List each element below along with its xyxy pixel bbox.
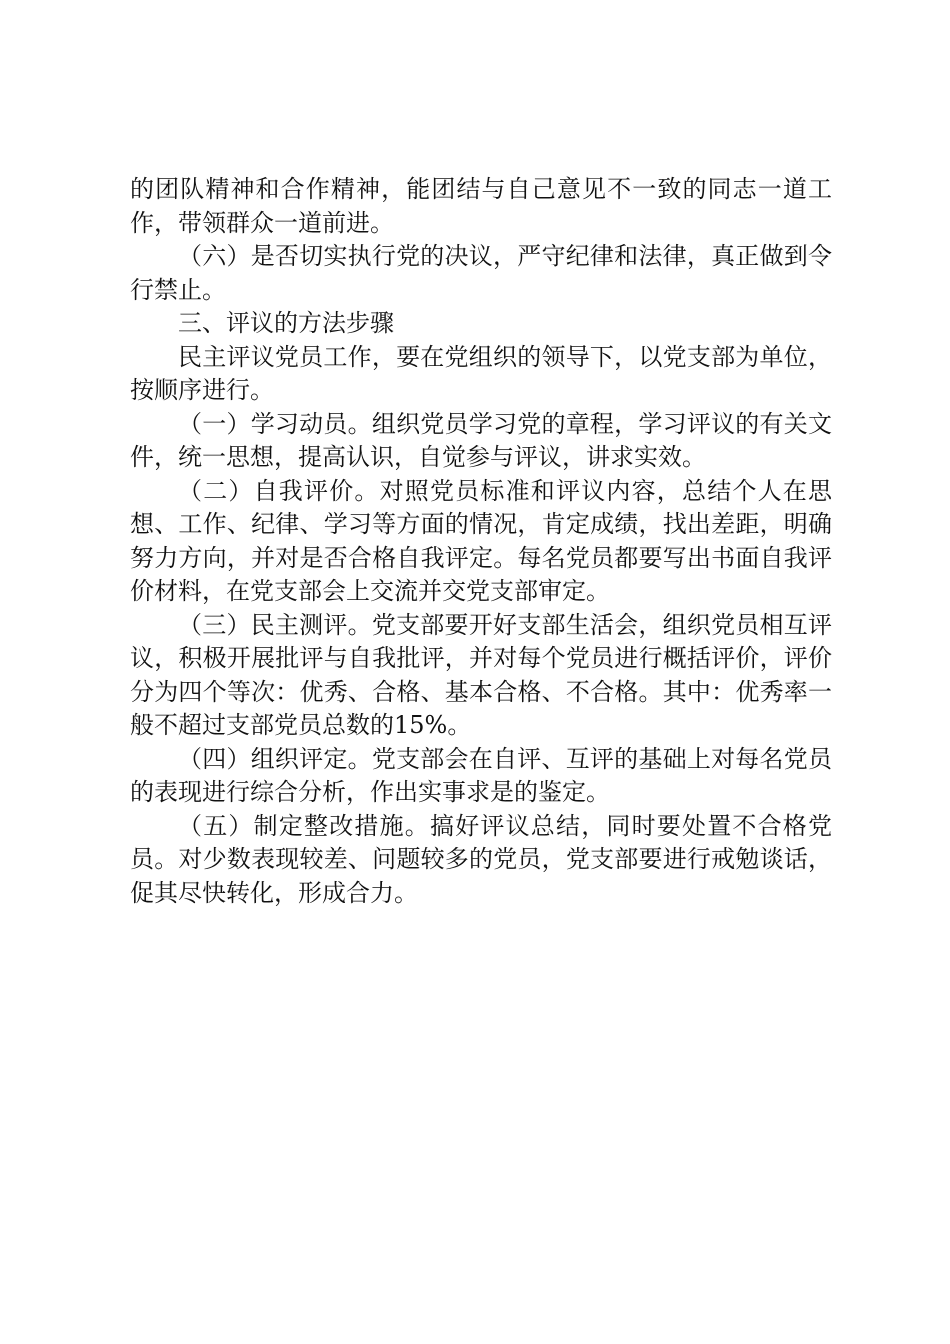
paragraph-item-six: （六）是否切实执行党的决议，严守纪律和法律，真正做到令行禁止。 [130, 242, 832, 304]
paragraph-continuation: 的团队精神和合作精神，能团结与自己意见不一致的同志一道工作，带领群众一道前进。 [130, 175, 832, 237]
paragraph-step-two: （二）自我评价。对照党员标准和评议内容，总结个人在思想、工作、纪律、学习等方面的情况，肯定成绩，找出差距，明确努力方向，并对是否合格自我评定。每名党员都要写出书面自我评价材料，在党支部会上交流并交党支部审定。 [130, 476, 832, 605]
document-body [130, 173, 832, 910]
paragraph-step-three: （三）民主测评。党支部要开好支部生活会，组织党员相互评议，积极开展批评与自我批评，并对每个党员进行概括评价，评价分为四个等次：优秀、合格、基本合格、不合格。其中：优秀率一般不超过支部党员总数的15%。 [130, 610, 832, 739]
paragraph-intro: 民主评议党员工作，要在党组织的领导下，以党支部为单位，按顺序进行。 [130, 342, 832, 404]
section-heading-methods: 三、评议的方法步骤 [178, 309, 394, 337]
paragraph-step-four: （四）组织评定。党支部会在自评、互评的基础上对每名党员的表现进行综合分析，作出实事求是的鉴定。 [130, 744, 832, 806]
paragraph-step-one: （一）学习动员。组织党员学习党的章程，学习评议的有关文件，统一思想，提高认识，自觉参与评议，讲求实效。 [130, 409, 832, 471]
paragraph-step-five: （五）制定整改措施。搞好评议总结，同时要处置不合格党员。对少数表现较差、问题较多的党员，党支部要进行戒勉谈话，促其尽快转化，形成合力。 [130, 811, 832, 907]
